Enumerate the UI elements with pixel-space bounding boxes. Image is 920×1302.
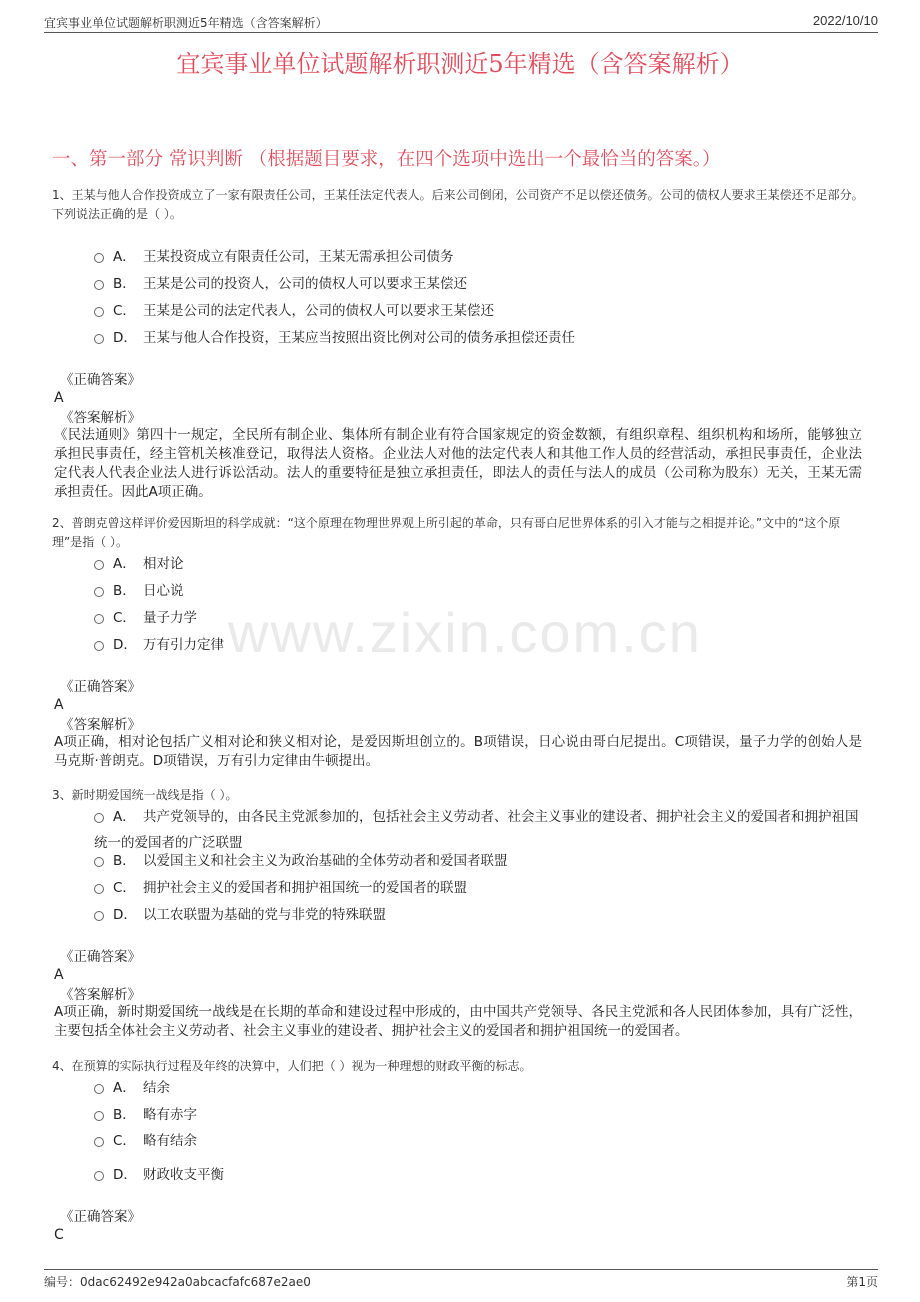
question-2-option-c[interactable]: C． 量子力学 — [94, 605, 864, 631]
section-heading: 一、第一部分 常识判断 （根据题目要求，在四个选项中选出一个最恰当的答案。） — [52, 149, 721, 170]
question-4-option-d[interactable]: D． 财政收支平衡 — [94, 1162, 864, 1188]
radio-button[interactable] — [94, 813, 104, 823]
question-1-option-b[interactable]: B． 王某是公司的投资人，公司的债权人可以要求王某偿还 — [94, 271, 864, 297]
question-1-analysis-label: 《答案解析》 — [60, 410, 141, 426]
radio-button[interactable] — [94, 911, 104, 921]
radio-button[interactable] — [94, 1171, 104, 1181]
question-2-stem: 2、普朗克曾这样评价爱因斯坦的科学成就：“这个原理在物理世界观上所引起的革命，只有哥白尼世界体系的引入才能与之相提并论。”文中的“这个原理”是指（ ）。 — [52, 516, 841, 549]
radio-button[interactable] — [94, 857, 104, 867]
header-doc-title: 宜宾事业单位试题解析职测近5年精选（含答案解析） — [44, 16, 328, 30]
page-footer — [44, 1269, 878, 1289]
radio-button[interactable] — [94, 614, 104, 624]
document-title: 宜宾事业单位试题解析职测近5年精选（含答案解析） — [176, 50, 744, 78]
radio-button[interactable] — [94, 307, 104, 317]
radio-button[interactable] — [94, 1111, 104, 1121]
radio-button[interactable] — [94, 560, 104, 570]
question-1-prompt: 下列说法正确的是（ ）。 — [52, 207, 182, 221]
radio-button[interactable] — [94, 1084, 104, 1094]
question-4-option-a[interactable]: A． 结余 — [94, 1075, 864, 1101]
question-4-option-c[interactable]: C． 略有结余 — [94, 1128, 864, 1154]
page-header — [44, 12, 878, 33]
question-3-explanation: A项正确，新时期爱国统一战线是在长期的革命和建设过程中形成的，由中国共产党领导、各民主党派和各人民团体参加，具有广泛性，主要包括全体社会主义劳动者、社会主义事业的建设者、拥护社会主义的爱国者和拥护祖国统一的爱国者。 — [54, 1004, 862, 1039]
question-2-option-a[interactable]: A． 相对论 — [94, 551, 864, 577]
watermark: www.zixin.com.cn — [228, 601, 702, 664]
radio-button[interactable] — [94, 280, 104, 290]
question-3-option-a[interactable]: A． 共产党领导的，由各民主党派参加的，包括社会主义劳动者、社会主义事业的建设者、拥护社会主义的爱国者和拥护祖国统一的爱国者的广泛联盟 — [94, 809, 859, 851]
question-3-option-b[interactable]: B． 以爱国主义和社会主义为政治基础的全体劳动者和爱国者联盟 — [94, 848, 864, 874]
question-2-analysis-label: 《答案解析》 — [60, 717, 141, 733]
question-1-text: 1、王某与他人合作投资成立了一家有限责任公司，王某任法定代表人。后来公司倒闭，公司资产不足以偿还债务。公司的债权人要求王某偿还不足部分。 — [52, 188, 864, 202]
radio-button[interactable] — [94, 253, 104, 263]
question-3-answer: A — [54, 967, 64, 983]
question-4-answer-label: 《正确答案》 — [60, 1209, 141, 1225]
page-number: 第1页 — [846, 1275, 878, 1289]
header-date: 2022/10/10 — [812, 13, 878, 28]
question-1-option-a[interactable]: A． 王某投资成立有限责任公司，王某无需承担公司债务 — [94, 244, 864, 270]
question-3-option-d[interactable]: D． 以工农联盟为基础的党与非党的特殊联盟 — [94, 902, 864, 928]
question-4-stem: 4、在预算的实际执行过程及年终的决算中，人们把（ ）视为一种理想的财政平衡的标志。 — [52, 1059, 532, 1073]
question-2-explanation: A项正确，相对论包括广义相对论和狭义相对论，是爱因斯坦创立的。B项错误，日心说由哥白尼提出。C项错误，量子力学的创始人是马克斯·普朗克。D项错误，万有引力定律由牛顿提出。 — [54, 734, 862, 769]
radio-button[interactable] — [94, 641, 104, 651]
question-2-option-b[interactable]: B． 日心说 — [94, 578, 864, 604]
question-3-stem: 3、新时期爱国统一战线是指（ ）。 — [52, 788, 238, 802]
radio-button[interactable] — [94, 334, 104, 344]
radio-button[interactable] — [94, 884, 104, 894]
question-3-answer-label: 《正确答案》 — [60, 949, 141, 965]
question-1-option-c[interactable]: C． 王某是公司的法定代表人，公司的债权人可以要求王某偿还 — [94, 298, 864, 324]
question-1-stem — [52, 186, 867, 224]
radio-button[interactable] — [94, 587, 104, 597]
question-2-answer-label: 《正确答案》 — [60, 679, 141, 695]
question-1-explanation: 《民法通则》第四十一规定，全民所有制企业、集体所有制企业有符合国家规定的资金数额，有组织章程、组织机构和场所，能够独立承担民事责任，经主管机关核准登记，取得法人资格。企业法人对他的法定代表人和其他工作人员的经营活动，承担民事责任，企业法定代表人代表企业法人进行诉讼活动。法人的重要特征是独立承担责任，即法人的责任与法人的成员（公司称为股东）无关，王某无需承担责任。因此A项正确。 — [54, 427, 862, 500]
question-4-answer: C — [54, 1227, 64, 1243]
question-1-answer-label: 《正确答案》 — [60, 372, 141, 388]
question-4-option-b[interactable]: B． 略有赤字 — [94, 1102, 864, 1128]
question-3-analysis-label: 《答案解析》 — [60, 987, 141, 1003]
document-code: 编号：0dac62492e942a0abcacfafc687e2ae0 — [44, 1275, 311, 1289]
question-1-option-d[interactable]: D． 王某与他人合作投资，王某应当按照出资比例对公司的债务承担偿还责任 — [94, 325, 864, 351]
question-2-answer: A — [54, 697, 64, 713]
question-3-option-c[interactable]: C． 拥护社会主义的爱国者和拥护祖国统一的爱国者的联盟 — [94, 875, 864, 901]
question-1-answer: A — [54, 390, 64, 406]
question-2-option-d[interactable]: D． 万有引力定律 — [94, 632, 864, 658]
radio-button[interactable] — [94, 1137, 104, 1147]
